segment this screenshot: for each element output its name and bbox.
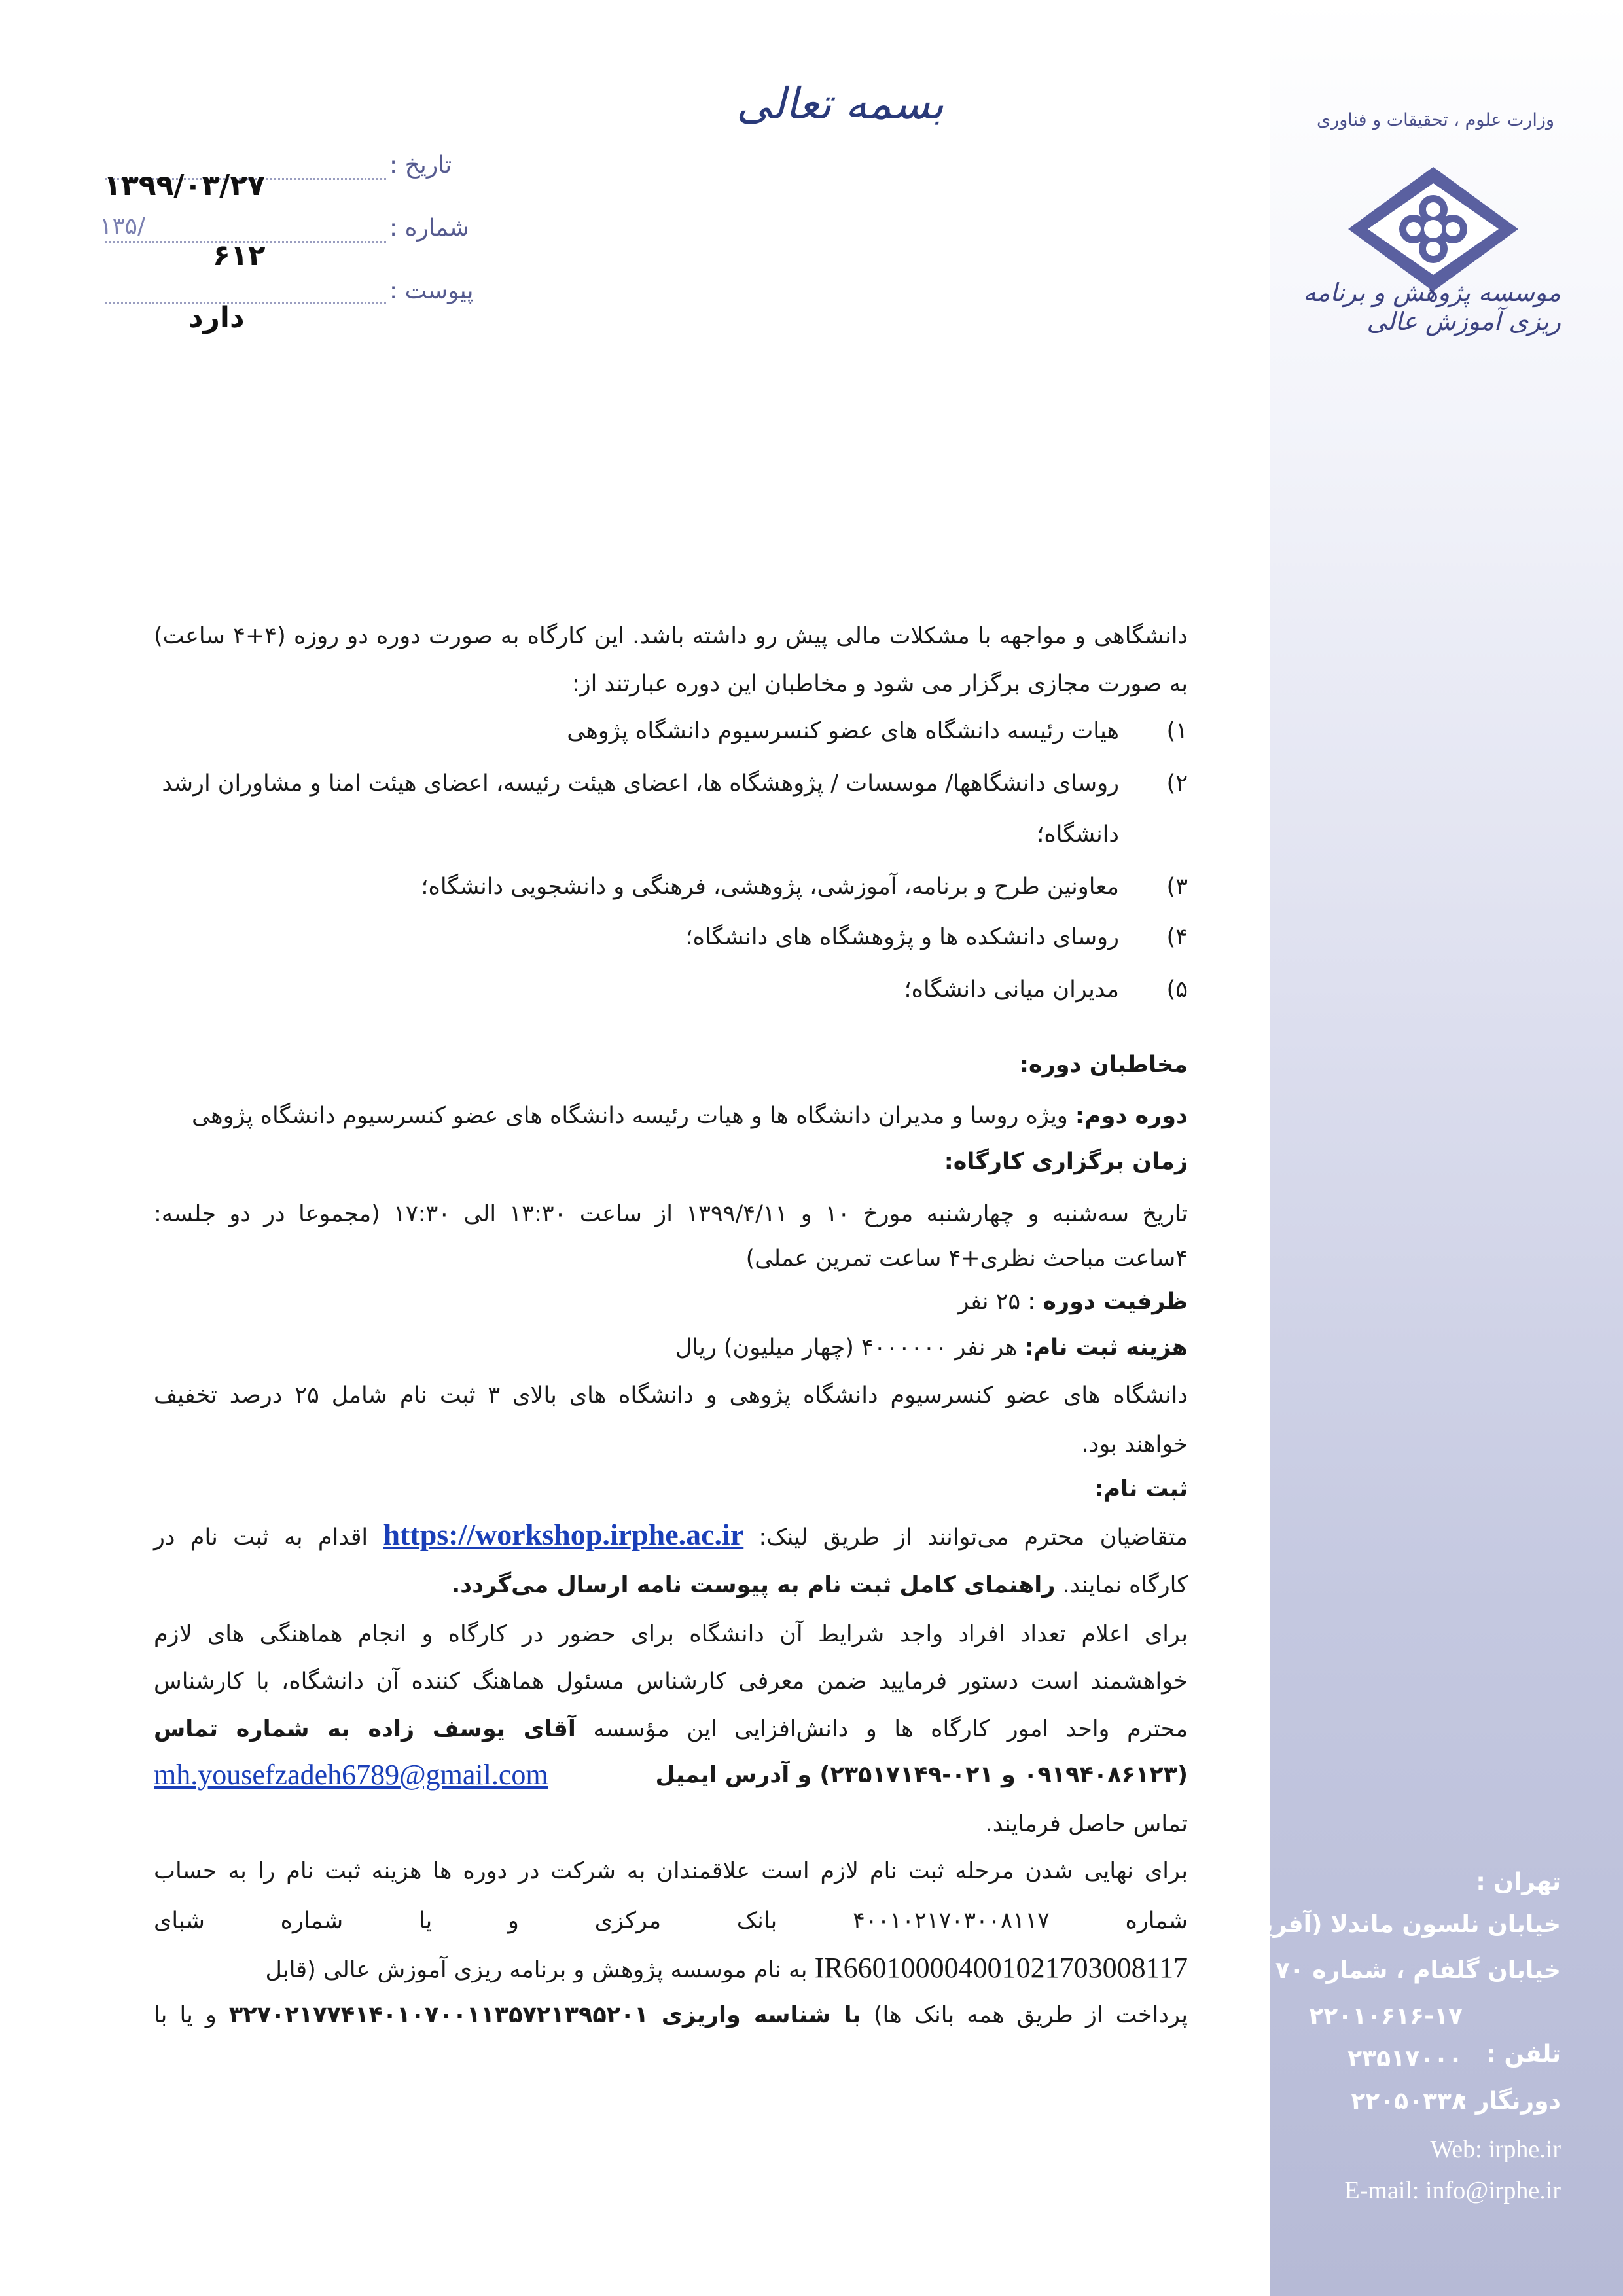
list-item-text: روسای دانشگاهها/ موسسات / پژوهشگاه ها، اعضای هیئت رئیسه، اعضای هیئت امنا و مشاوران ارشد — [162, 770, 1119, 797]
registration-line-2 — [452, 1574, 1188, 1597]
registration-link[interactable]: https://workshop.irphe.ac.ir — [383, 1518, 744, 1551]
date-value: ۱۳۹۹/۰۳/۲۷ — [103, 169, 265, 202]
payment-line-4 — [154, 2004, 1188, 2027]
contact-email: E-mail: info@irphe.ir — [1344, 2177, 1561, 2204]
list-item — [154, 978, 1188, 1005]
date-label: تاریخ : — [389, 152, 452, 179]
iban-number: IR660100004001021703008117 — [814, 1952, 1188, 1984]
contact-phones: (۰۹۱۹۴۰۸۶۱۲۳ و ۰۲۱-۲۳۵۱۷۱۴۹) و آدرس ایمیل — [655, 1762, 1188, 1788]
number-value: ۶۱۲ — [213, 239, 266, 272]
coordination-text-a: محترم واحد امور کارگاه ها و دانش‌افزایی این مؤسسه — [575, 1716, 1188, 1742]
second-course-label: دوره دوم: — [1075, 1103, 1188, 1129]
capacity-label: ظرفیت دوره — [1043, 1289, 1188, 1315]
number-prefix: ۱۳۵/ — [99, 213, 146, 240]
institute-logo-icon — [1345, 164, 1522, 295]
coordination-line-5: تماس حاصل فرمایند. — [985, 1811, 1188, 1837]
list-item — [154, 720, 1188, 746]
coordination-line-4 — [655, 1764, 1188, 1787]
second-course-line — [192, 1105, 1188, 1128]
coordination-line-1: برای اعلام تعداد افراد واجد شرایط آن دانشگاه برای حضور در کارگاه و انجام هماهنگی های لازم — [154, 1621, 1188, 1647]
attachment-label: پیوست : — [389, 278, 474, 304]
discount-line-2: خواهند بود. — [1081, 1431, 1188, 1458]
list-item-number: ۴) — [1166, 924, 1188, 950]
list-item-text: معاونین طرح و برنامه، آموزشی، پژوهشی، فرهنگی و دانشجویی دانشگاه؛ — [421, 874, 1119, 900]
letter-body — [154, 0, 1188, 2296]
payment-id-label: با شناسه واریزی — [648, 2002, 861, 2028]
time-title: زمان برگزاری کارگاه: — [944, 1149, 1188, 1175]
list-item-number: ۲) — [1166, 770, 1188, 797]
capacity-value: : ۲۵ نفر — [957, 1289, 1043, 1315]
list-item — [154, 772, 1188, 851]
contact-phone-label: تلفن : — [1486, 2041, 1561, 2068]
coordination-line-2: خواهشمند است دستور فرمایید ضمن معرفی کارشناس مسئول هماهنگ کننده آن دانشگاه، با کارشناس — [154, 1668, 1188, 1695]
number-label: شماره : — [389, 215, 469, 242]
letterhead-sidebar — [1228, 0, 1623, 2296]
registration-text-b: اقدام به ثبت نام در — [154, 1524, 368, 1551]
institute-name: موسسه پژوهش و برنامه ریزی آموزش عالی — [1303, 278, 1561, 336]
contact-phone-1: ۲۲۰۱۰۶۱۶-۱۷ — [1309, 2003, 1463, 2030]
attachment-value: دارد — [188, 301, 245, 334]
coordination-email-wrap — [154, 1761, 548, 1789]
payment-text-a: پرداخت از طریق همه بانک ها) — [861, 2002, 1188, 2028]
audience-title: مخاطبان دوره: — [1019, 1052, 1188, 1078]
list-item-number: ۳) — [1166, 874, 1188, 900]
list-item-text-continued: دانشگاه؛ — [1037, 821, 1119, 848]
registration-text-a: متقاضیان محترم می‌توانند از طریق لینک: — [743, 1524, 1188, 1551]
fee-label: هزینه ثبت نام: — [1024, 1335, 1188, 1361]
list-item — [154, 876, 1188, 902]
payment-text-d: و یا با — [154, 2002, 229, 2028]
bismillah-heading: بسمه تعالی — [736, 79, 944, 129]
list-item — [154, 926, 1188, 952]
payment-id-value: ۳۲۷۰۲۱۷۷۴۱۴۰۱۰۷۰۰۱۱۳۵۷۲۱۳۹۵۲۰۱ — [228, 2002, 649, 2028]
registration-guide-note: راهنمای کامل ثبت نام به پیوست نامه ارسال می‌گردد. — [451, 1572, 1056, 1598]
registration-text-c: کارگاه نمایند. — [1055, 1572, 1188, 1598]
contact-person: آقای یوسف زاده به شماره تماس — [154, 1716, 576, 1742]
payment-text-3: به نام موسسه پژوهش و برنامه ریزی آموزش عالی (قابل — [265, 1957, 815, 1983]
intro-line-1: دانشگاهی و مواجهه با مشکلات مالی پیش رو داشته باشد. این کارگاه به صورت دوره دو روزه (۴+۴ ساعت) — [154, 623, 1188, 649]
payment-line-1: برای نهایی شدن مرحله ثبت نام لازم است علاقمندان به شرکت در دوره ها هزینه ثبت نام را به حساب — [154, 1858, 1188, 1884]
registration-line-1 — [154, 1520, 1188, 1550]
contact-address-line-2: خیابان گلفام ، شماره ۷۰ — [1275, 1957, 1561, 1984]
contact-fax-label: دورنگار : — [1457, 2088, 1561, 2115]
contact-web: Web: irphe.ir — [1430, 2136, 1561, 2163]
coordination-email-link[interactable]: mh.yousefzadeh6789@gmail.com — [154, 1759, 548, 1791]
contact-fax: ۲۲۰۵۰۳۳۸ — [1351, 2088, 1466, 2115]
time-line-1: تاریخ سه‌شنبه و چهارشنبه مورخ ۱۰ و ۱۳۹۹/۴/۱۱ از ساعت ۱۳:۳۰ الی ۱۷:۳۰ (مجموعا در دو جلسه: — [154, 1201, 1188, 1227]
second-course-text: ویژه روسا و مدیران دانشگاه ها و هیات رئیسه دانشگاه های عضو کنسرسیوم دانشگاه پژوهی — [191, 1103, 1075, 1129]
list-item-text: هیات رئیسه دانشگاه های عضو کنسرسیوم دانشگاه پژوهی — [567, 718, 1119, 744]
coordination-line-3 — [154, 1718, 1188, 1741]
fee-line — [675, 1336, 1188, 1359]
time-line-2: ۴ساعت مباحث نظری+۴ ساعت تمرین عملی) — [745, 1246, 1188, 1272]
list-item-number: ۵) — [1166, 977, 1188, 1003]
intro-line-2: به صورت مجازی برگزار می شود و مخاطبان این دوره عبارتند از: — [571, 671, 1188, 697]
contact-city: تهران : — [1476, 1869, 1561, 1895]
payment-line-3 — [266, 1954, 1188, 1982]
discount-line-1: دانشگاه های عضو کنسرسیوم دانشگاه پژوهی و دانشگاه های بالای ۳ ثبت نام شامل ۲۵ درصد تخفیف — [154, 1382, 1188, 1408]
list-item-text: روسای دانشکده ها و پژوهشگاه های دانشگاه؛ — [685, 924, 1119, 950]
list-item-text: مدیران میانی دانشگاه؛ — [904, 977, 1119, 1003]
ministry-name: وزارت علوم ، تحقیقات و فناوری — [1317, 110, 1554, 130]
registration-title: ثبت نام: — [1094, 1476, 1188, 1502]
contact-phone-2: ۲۳۵۱۷۰۰۰ — [1347, 2045, 1463, 2072]
fee-value: هر نفر ۴۰۰۰۰۰۰ (چهار میلیون) ریال — [675, 1335, 1025, 1361]
list-item-number: ۱) — [1166, 718, 1188, 744]
capacity-line — [958, 1291, 1188, 1314]
payment-line-2: شماره ۴۰۰۱۰۲۱۷۰۳۰۰۸۱۱۷ بانک مرکزی و یا شماره شبای — [154, 1908, 1188, 1934]
contact-address-line-1: خیابان نلسون ماندلا (آفریقا) — [1228, 1911, 1561, 1938]
